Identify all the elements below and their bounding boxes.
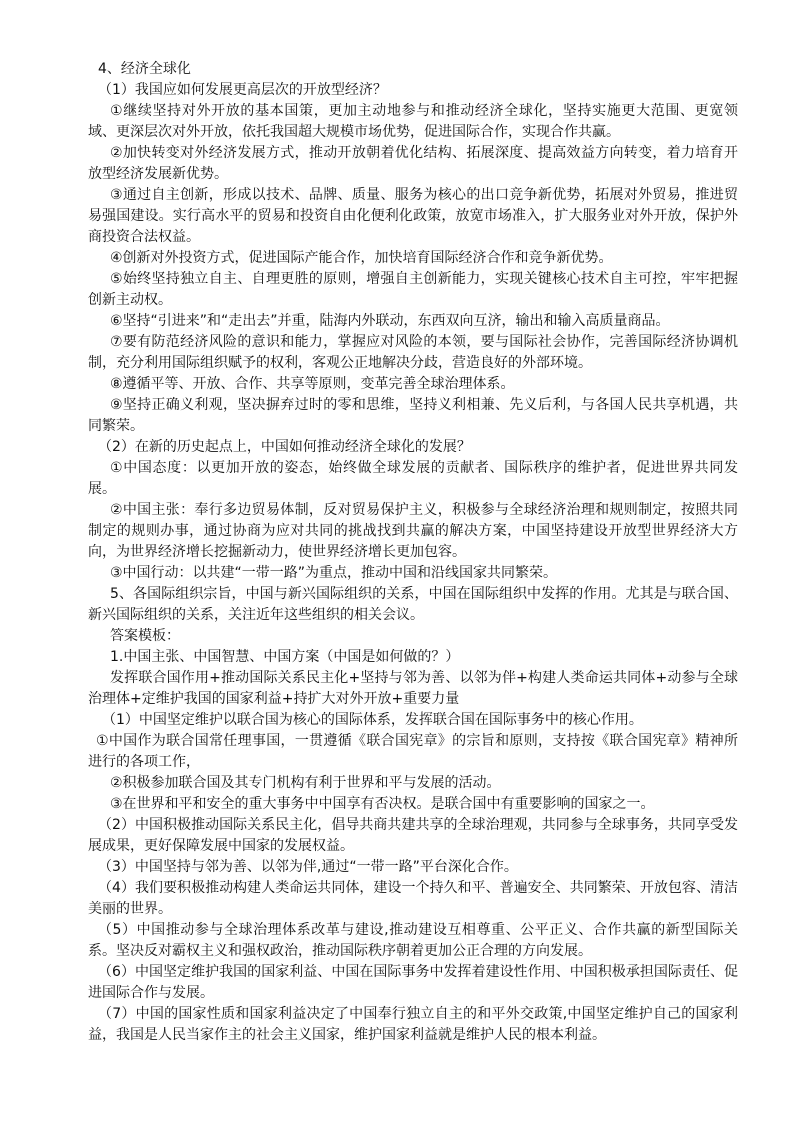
paragraph-2-2: ②中国主张：奉行多边贸易体制，反对贸易保护主义，积极参与全球经济治理和规则制定，按照共同制定的规则办事，通过协商为应对共同的挑战找到共赢的解决方案，中国坚持建设开放型世界经济大方向，为世界经济增长挖掘新动力，使世界经济增长更加包容。 bbox=[88, 502, 738, 560]
point-5: （5）中国推动参与全球治理体系改革与建设,推动建设互相尊重、公平正义、合作共赢的新型国际关系。坚决反对霸权主义和强权政治，推动国际秩序朝着更加公正合理的方向发展。 bbox=[88, 922, 738, 959]
paragraph-2-3: ③中国行动：以共建“一带一路”为重点，推动中国和沿线国家共同繁荣。 bbox=[110, 565, 558, 581]
question-1-heading: （1）我国应如何发展更高层次的开放型经济？ bbox=[98, 82, 387, 98]
paragraph-2-1: ①中国态度：以更加开放的姿态，始终做全球发展的贡献者、国际秩序的维护者，促进世界共同发展。 bbox=[88, 460, 738, 497]
point-1: （1）中国坚定维护以联合国为核心的国际体系，发挥联合国在国际事务中的核心作用。 bbox=[102, 712, 643, 728]
section-heading-globalization: 4、经济全球化 bbox=[98, 61, 191, 77]
paragraph-1-6: ⑥坚持“引进来”和“走出去”并重，陆海内外联动，东西双向互济，输出和输入高质量商品。 bbox=[110, 313, 670, 329]
paragraph-1-8: ⑧遵循平等、开放、合作、共享等原则，变革完善全球治理体系。 bbox=[110, 376, 515, 392]
point-7: （7）中国的国家性质和国家利益决定了中国奉行独立自主的和平外交政策,中国坚定维护自己的国家利益，我国是人民当家作主的社会主义国家，维护国家利益就是维护人民的根本利益。 bbox=[88, 1006, 738, 1043]
paragraph-1-2: ②加快转变对外经济发展方式，推动开放朝着优化结构、拓展深度、提高效益方向转变，着力培育开放型经济发展新优势。 bbox=[88, 145, 738, 182]
answer-template-label: 答案模板： bbox=[110, 628, 180, 644]
point-4: （4）我们要积极推动构建人类命运共同体，建设一个持久和平、普遍安全、共同繁荣、开放包容、清洁美丽的世界。 bbox=[88, 880, 738, 917]
point-1-sub-1: ①中国作为联合国常任理事国，一贯遵循《联合国宪章》的宗旨和原则，支持按《联合国宪章》精神所进行的各项工作， bbox=[88, 733, 738, 770]
paragraph-1-9: ⑨坚持正确义利观，坚决摒弃过时的零和思维，坚持义利相兼、先义后利，与各国人民共享机遇，共同繁荣。 bbox=[88, 397, 738, 434]
paragraph-1-4: ④创新对外投资方式，促进国际产能合作，加快培育国际经济合作和竞争新优势。 bbox=[110, 250, 613, 266]
template-1-summary: 发挥联合国作用+推动国际关系民主化+坚持与邻为善、以邻为伴+构建人类命运共同体+动参与全球治理体+定维护我国的国家利益+持扩大对外开放+重要力量 bbox=[88, 670, 738, 707]
point-3: （3）中国坚持与邻为善、以邻为伴,通过“一带一路”平台深化合作。 bbox=[98, 859, 518, 875]
document-body bbox=[88, 59, 738, 1046]
point-2: （2）中国积极推动国际关系民主化，倡导共商共建共享的全球治理观，共同参与全球事务，共同享受发展成果，更好保障发展中国家的发展权益。 bbox=[88, 817, 738, 854]
paragraph-1-5: ⑤始终坚持独立自主、自理更胜的原则，增强自主创新能力，实现关键核心技术自主可控，牢牢把握创新主动权。 bbox=[88, 271, 738, 308]
paragraph-1-1: ①继续坚持对外开放的基本国策，更加主动地参与和推动经济全球化，坚持实施更大范围、更宽领域、更深层次对外开放，依托我国超大规模市场优势，促进国际合作，实现合作共赢。 bbox=[88, 103, 738, 140]
point-1-sub-3: ③在世界和平和安全的重大事务中中国享有否决权。是联合国中有重要影响的国家之一。 bbox=[110, 796, 655, 812]
template-1-heading: 1.中国主张、中国智慧、中国方案（中国是如何做的？） bbox=[110, 649, 460, 665]
point-6: （6）中国坚定维护我国的国家利益、中国在国际事务中发挥着建设性作用、中国积极承担国际责任、促进国际合作与发展。 bbox=[88, 964, 738, 1001]
point-1-sub-2: ②积极参加联合国及其专门机构有利于世界和平与发展的活动。 bbox=[110, 775, 501, 791]
question-2-heading: （2）在新的历史起点上，中国如何推动经济全球化的发展？ bbox=[98, 439, 471, 455]
section-heading-organizations: 5、各国际组织宗旨，中国与新兴国际组织的关系，中国在国际组织中发挥的作用。尤其是与联合国、新兴国际组织的关系，关注近年这些组织的相关会议。 bbox=[88, 586, 738, 623]
paragraph-1-7: ⑦要有防范经济风险的意识和能力，掌握应对风险的本领，要与国际社会协作，完善国际经济协调机制，充分利用国际组织赋予的权利，客观公正地解决分歧，营造良好的外部环境。 bbox=[88, 334, 738, 371]
paragraph-1-3: ③通过自主创新，形成以技术、品牌、质量、服务为核心的出口竞争新优势，拓展对外贸易，推进贸易强国建设。实行高水平的贸易和投资自由化便利化政策，放宽市场准入，扩大服务业对外开放，保护外商投资合法权益。 bbox=[88, 187, 738, 245]
